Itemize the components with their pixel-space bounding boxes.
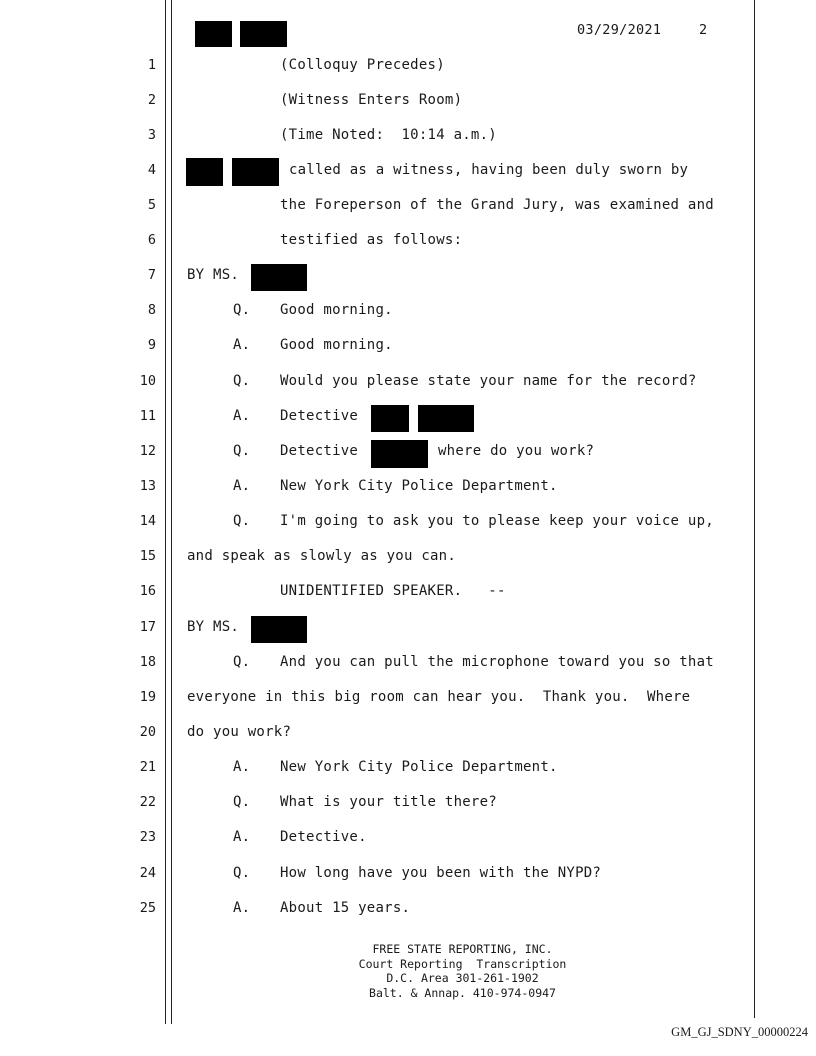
line-number: 9 [147, 337, 156, 353]
line-number: 14 [139, 513, 156, 529]
line-number: 13 [139, 478, 156, 494]
transcript-line-11: Detective [280, 408, 359, 424]
line-number: 3 [147, 127, 156, 143]
transcript-line-12a: Detective [280, 443, 359, 459]
line-number: 21 [139, 759, 156, 775]
line-number: 5 [147, 197, 156, 213]
right-margin-rule [754, 0, 755, 1018]
footer-phone-dc: D.C. Area 301-261-1902 [386, 971, 539, 985]
redaction-box [240, 21, 287, 47]
line-number: 4 [147, 162, 156, 178]
speaker-label: Q. [233, 513, 251, 529]
line-number: 25 [139, 900, 156, 916]
speaker-label: Q. [233, 654, 251, 670]
redaction-box [418, 405, 474, 432]
page-number: 2 [699, 22, 708, 38]
transcript-line-19: everyone in this big room can hear you. Thank you. Where [187, 689, 691, 705]
transcript-line-7: BY MS. [187, 267, 240, 283]
line-number: 11 [139, 408, 156, 424]
line-number: 24 [139, 865, 156, 881]
transcript-line-23: Detective. [280, 829, 367, 845]
footer-service: Court Reporting Transcription [358, 956, 567, 971]
speaker-label: Q. [233, 302, 251, 318]
transcript-line-21: New York City Police Department. [280, 759, 558, 775]
bates-number: GM_GJ_SDNY_00000224 [671, 1025, 808, 1039]
transcript-line-12b: where do you work? [438, 443, 595, 459]
transcript-line-20: do you work? [187, 724, 292, 740]
transcript-line-24: How long have you been with the NYPD? [280, 865, 602, 881]
footer-company: FREE STATE REPORTING, INC. [372, 942, 553, 956]
transcript-line-13: New York City Police Department. [280, 478, 558, 494]
transcript-line-25: About 15 years. [280, 900, 411, 916]
transcript-line-1: (Colloquy Precedes) [280, 57, 445, 73]
line-number: 10 [139, 373, 156, 389]
speaker-label: Q. [233, 794, 251, 810]
speaker-label: A. [233, 408, 251, 424]
transcript-line-4: called as a witness, having been duly sworn by [289, 162, 689, 178]
speaker-label: A. [233, 478, 251, 494]
redaction-box [186, 158, 223, 186]
speaker-label: Q. [233, 443, 251, 459]
redaction-box [195, 21, 232, 47]
redaction-box [251, 616, 307, 643]
line-number: 16 [139, 583, 156, 599]
line-number: 15 [139, 548, 156, 564]
header-date: 03/29/2021 [577, 22, 662, 38]
line-number: 22 [139, 794, 156, 810]
line-number: 23 [139, 829, 156, 845]
left-margin-rule-inner [171, 0, 172, 1024]
speaker-label: Q. [233, 865, 251, 881]
line-number: 8 [147, 302, 156, 318]
transcript-line-2: (Witness Enters Room) [280, 92, 463, 108]
redaction-box [371, 440, 428, 468]
line-number: 12 [139, 443, 156, 459]
transcript-line-5: the Foreperson of the Grand Jury, was examined and [280, 197, 714, 213]
line-number: 17 [139, 619, 156, 635]
reporter-footer [300, 942, 625, 1000]
footer-phone-balt: Balt. & Annap. 410-974-0947 [369, 985, 556, 1000]
speaker-label: A. [233, 900, 251, 916]
line-number: 19 [139, 689, 156, 705]
transcript-line-22: What is your title there? [280, 794, 497, 810]
transcript-line-6: testified as follows: [280, 232, 463, 248]
speaker-label: A. [233, 337, 251, 353]
transcript-line-18: And you can pull the microphone toward you so that [280, 654, 714, 670]
transcript-line-14: I'm going to ask you to please keep your voice up, [280, 513, 714, 529]
left-margin-rule [165, 0, 166, 1024]
transcript-line-3: (Time Noted: 10:14 a.m.) [280, 127, 497, 143]
line-number: 20 [139, 724, 156, 740]
redaction-box [232, 158, 279, 186]
line-number: 2 [147, 92, 156, 108]
transcript-line-8: Good morning. [280, 302, 393, 318]
line-number: 7 [147, 267, 156, 283]
redaction-box [251, 264, 307, 291]
speaker-label: A. [233, 759, 251, 775]
line-number: 18 [139, 654, 156, 670]
speaker-label: A. [233, 829, 251, 845]
transcript-line-10: Would you please state your name for the record? [280, 373, 697, 389]
speaker-label: Q. [233, 373, 251, 389]
transcript-line-9: Good morning. [280, 337, 393, 353]
line-number: 6 [147, 232, 156, 248]
line-number: 1 [147, 57, 156, 73]
redaction-box [371, 405, 409, 432]
transcript-line-17: BY MS. [187, 619, 240, 635]
transcript-line-16: UNIDENTIFIED SPEAKER. -- [280, 583, 506, 599]
transcript-line-15: and speak as slowly as you can. [187, 548, 457, 564]
